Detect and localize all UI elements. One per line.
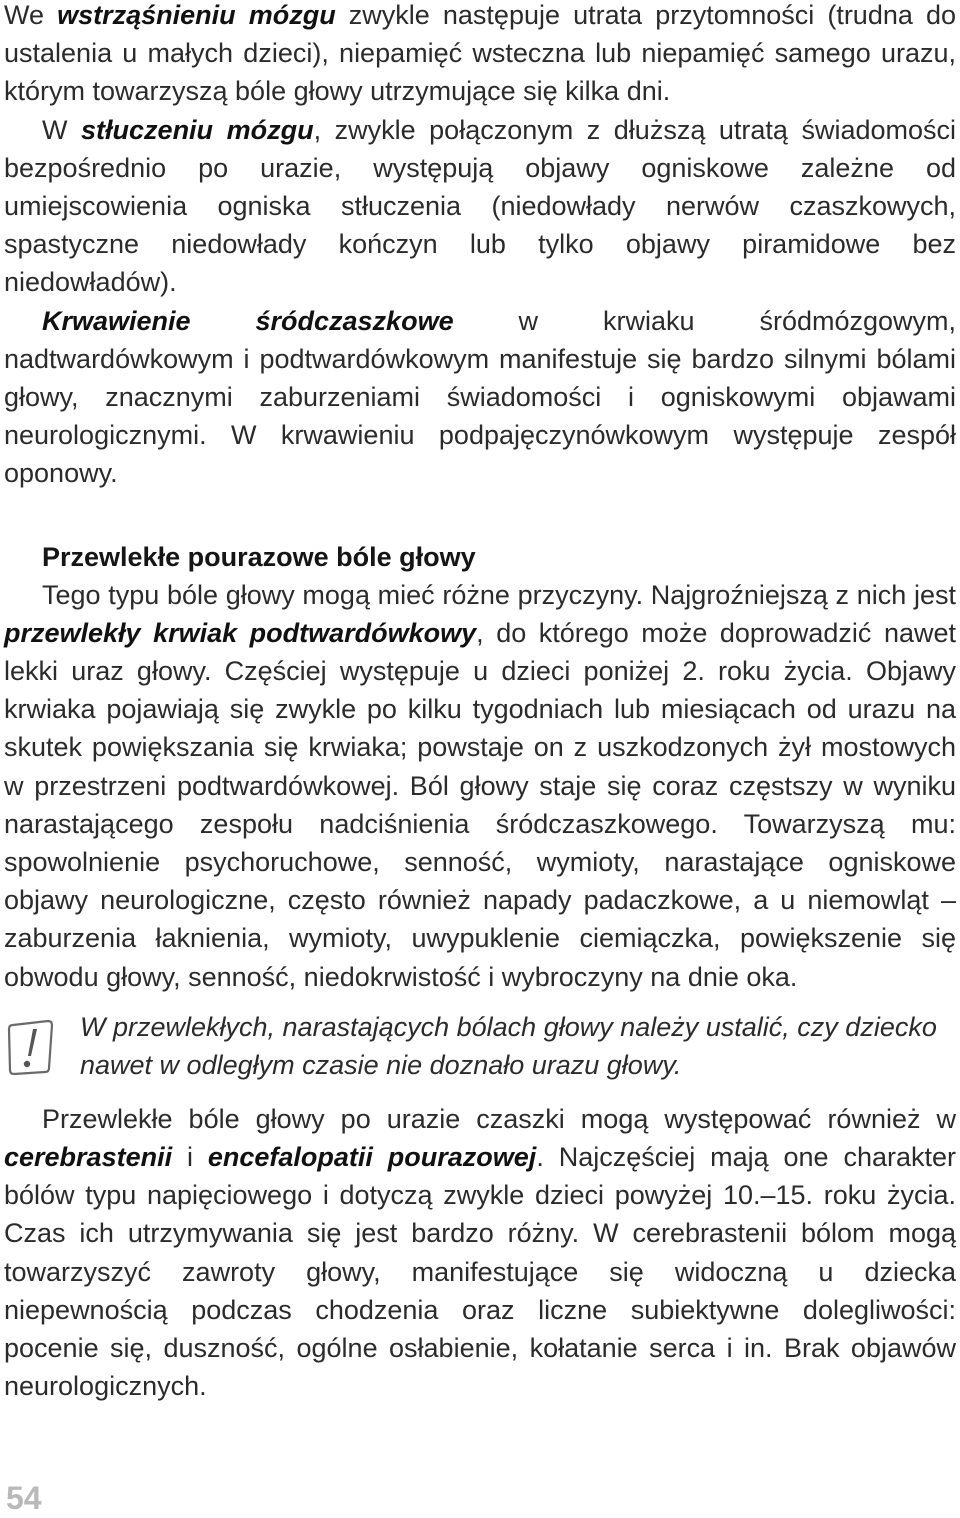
text: . Najczęściej mają one charakter bólów typu napięciowego i dotyczą zwykle dzieci powyżej 10.–15. roku życia. Czas ich utrzymywania się jest bardzo różny. W cerebrastenii bólom mogą towarzyszyć zawroty głowy, manifestujące się widoczną u dziecka niepewnością podczas chodzenia oraz liczne subiektywne dolegliwości: pocenie się, duszność, ogólne osłabienie, kołatanie serca i in. Brak objawów neurologicznych. — [4, 1142, 956, 1402]
paragraph-contusion — [4, 111, 956, 302]
text: w krwiaku śródmózgowym, nadtwardówkowym i podtwardówkowym manifestuje się bardzo silnymi bólami głowy, znacznymi zaburzeniami świadomości i ogniskowymi objawami neurologicznymi. W krwawieniu podpajęczynówkowym występuje zespół oponowy. — [4, 305, 957, 489]
text: We — [4, 0, 58, 30]
term-encephalopathy: encefalopatii pourazowej — [207, 1142, 537, 1173]
term-concussion: wstrząśnieniu mózgu — [57, 0, 336, 30]
term-hemorrhage: Krwawienie śródczaszkowe — [42, 305, 454, 336]
paragraph-cerebrasthenia — [4, 1100, 956, 1406]
text: Przewlekłe bóle głowy po urazie czaszki mogą występować również w — [42, 1103, 956, 1134]
text: Tego typu bóle głowy mogą mieć różne przyczyny. Najgroźniejszą z nich jest — [42, 579, 956, 610]
note-text — [80, 1008, 937, 1084]
text: zwykle następuje utrata przytomności (trudna do ustalenia u małych dzieci), niepamięć wsteczna lub niepamięć samego urazu, którym towarzyszą bóle głowy utrzymujące się kilka dni. — [4, 0, 956, 107]
page-number: 54 — [6, 1480, 42, 1516]
page-content — [4, 0, 956, 1406]
term-contusion: stłuczeniu mózgu — [81, 114, 314, 145]
term-subdural-hematoma: przewlekły krwiak podtwardówkowy — [4, 617, 477, 648]
term-cerebrasthenia: cerebrastenii — [4, 1142, 173, 1173]
exclamation-icon — [6, 1016, 54, 1076]
note-line-1: W przewlekłych, narastających bólach głowy należy ustalić, czy dziecko — [80, 1011, 937, 1042]
paragraph-concussion — [4, 0, 956, 111]
text: W — [42, 114, 82, 145]
warning-note — [4, 1004, 956, 1086]
text: , zwykle połączonym z dłuższą utratą świadomości bezpośrednio po urazie, występują objawy ogniskowe zależne od umiejscowienia ogniska stłuczenia (niedowłady nerwów czaszkowych, spastyczne niedowłady kończyn lub tylko objawy piramidowe bez niedowładów). — [4, 114, 956, 298]
paragraph-chronic-causes — [4, 576, 956, 996]
text: i — [172, 1142, 208, 1173]
paragraph-hemorrhage — [4, 302, 956, 493]
note-line-2: nawet w odległym czasie nie doznało urazu głowy. — [80, 1049, 682, 1080]
section-heading: Przewlekłe pourazowe bóle głowy — [42, 541, 476, 572]
text: , do którego może doprowadzić nawet lekki uraz głowy. Częściej występuje u dzieci poniżej 2. roku życia. Objawy krwiaka pojawiają się zwykle po kilku tygodniach lub miesiącach od urazu na skutek powiększania się krwiaka; powstaje on z uszkodzonych żył mostowych w przestrzeni podtwardówkowej. Ból głowy staje się coraz częstszy w wyniku narastającego zespołu nadciśnienia śródczaszkowego. Towarzyszą mu: spowolnienie psychoruchowe, senność, wymioty, narastające ogniskowe objawy neurologiczne, często również napady padaczkowe, a u niemowląt – zaburzenia łaknienia, wymioty, uwypuklenie ciemiączka, powiększenie się obwodu głowy, senność, niedokrwistość i wybroczyny na dnie oka. — [4, 617, 956, 992]
